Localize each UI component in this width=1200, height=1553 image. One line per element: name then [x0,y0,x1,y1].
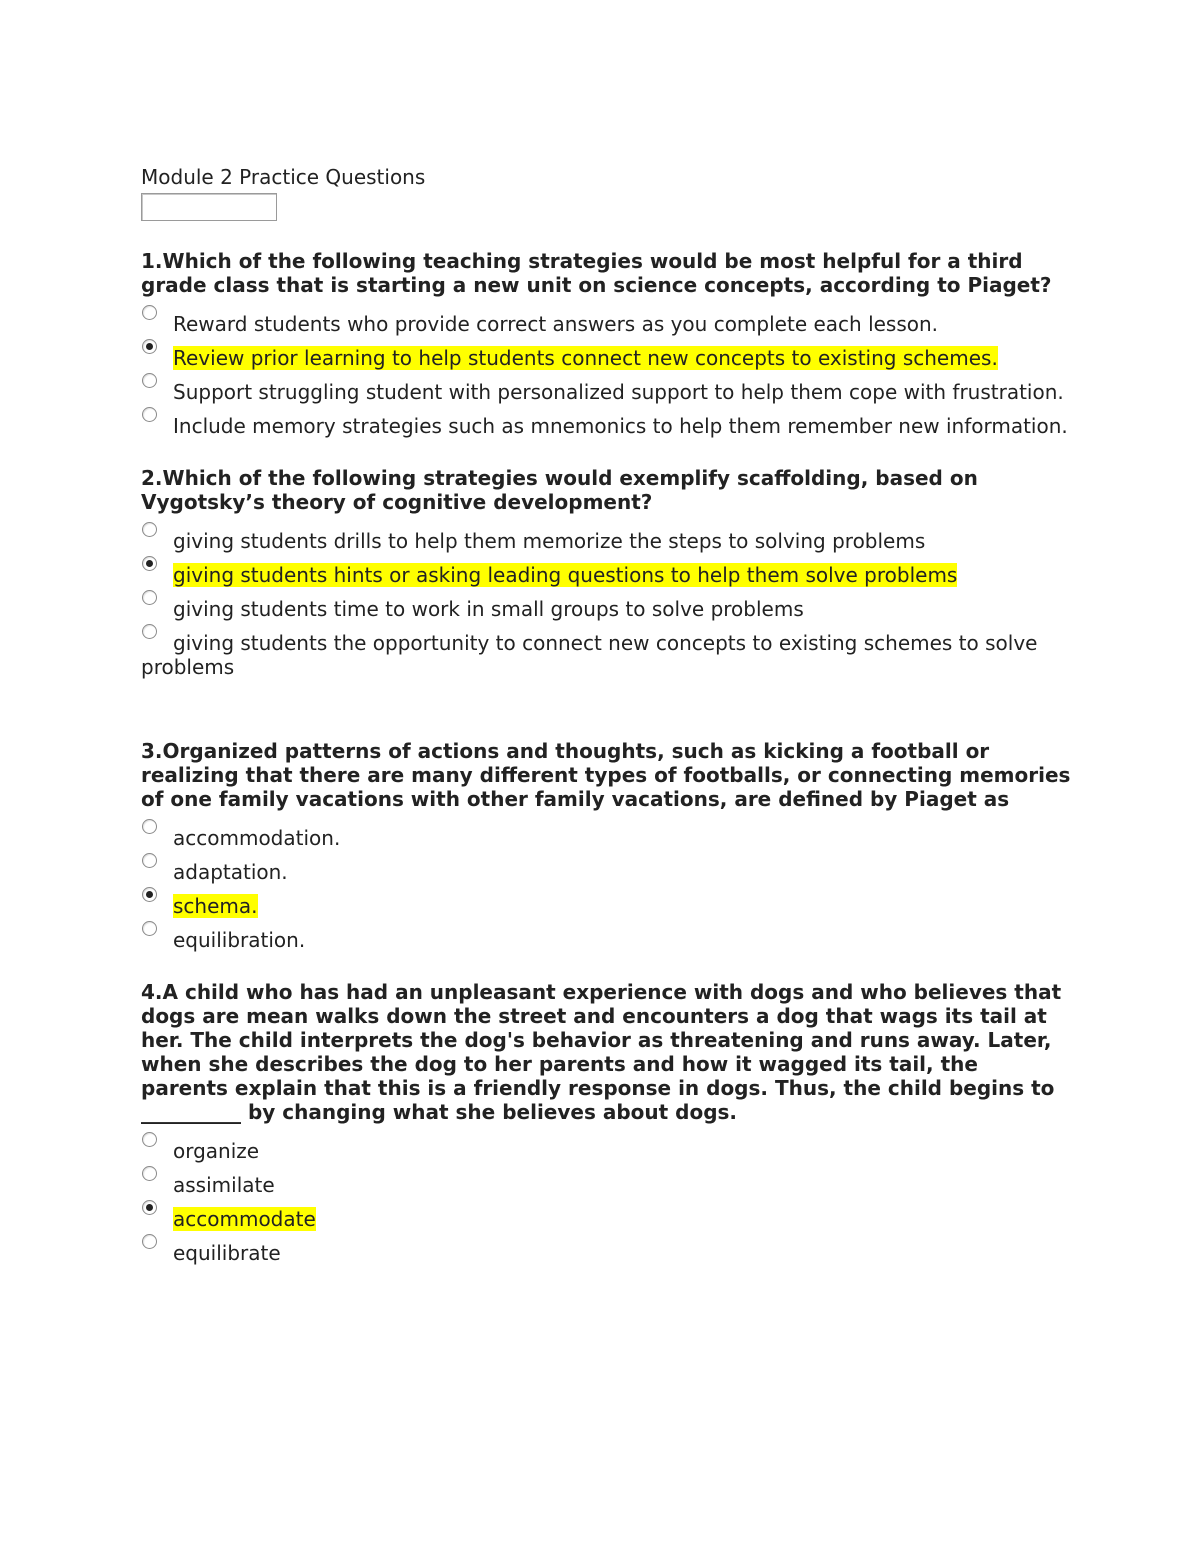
answer-option[interactable] [141,622,1071,679]
question-2 [141,466,1071,679]
answer-option[interactable] [141,1130,1071,1163]
answer-option[interactable] [141,520,1071,553]
question-number: 4. [141,980,163,1004]
radio-button-checked[interactable] [142,1200,157,1215]
question-number: 1. [141,249,163,273]
answer-option-selected[interactable] [141,337,1071,370]
answer-option[interactable] [141,303,1071,336]
question-number: 3. [141,739,163,763]
radio-button-checked[interactable] [142,339,157,354]
page-title: Module 2 Practice Questions [141,165,426,189]
title-input-box[interactable] [141,193,277,221]
answer-option-selected[interactable] [141,885,1071,918]
radio-button[interactable] [142,305,157,320]
answer-option[interactable] [141,588,1071,621]
question-1 [141,249,1071,438]
answer-option[interactable] [141,405,1071,438]
radio-button[interactable] [142,373,157,388]
option-label: Include memory strategies such as mnemonics to help them remember new information. [173,414,1068,438]
answer-option[interactable] [141,851,1071,884]
option-label: adaptation. [173,860,288,884]
answer-option[interactable] [141,919,1071,952]
radio-button-checked[interactable] [142,887,157,902]
radio-button[interactable] [142,1234,157,1249]
option-label-highlighted: Review prior learning to help students connect new concepts to existing schemes. [173,346,998,370]
radio-button[interactable] [142,819,157,834]
option-label: Support struggling student with personalized support to help them cope with frustration. [173,380,1064,404]
option-label-highlighted: accommodate [173,1207,316,1231]
answer-option[interactable] [141,817,1071,850]
option-label: giving students the opportunity to connect new concepts to existing schemes to solve problems [141,631,1038,679]
question-prompt: Organized patterns of actions and thoughts, such as kicking a football or realizing that there are many different types of footballs, or connecting memories of one family vacations with other family vacations, are defined by Piaget as [141,739,1071,811]
question-3 [141,739,1071,952]
option-label: giving students drills to help them memorize the steps to solving problems [173,529,926,553]
radio-button[interactable] [142,407,157,422]
question-prompt: Which of the following teaching strategies would be most helpful for a third grade class that is starting a new unit on science concepts, according to Piaget? [141,249,1052,297]
answer-option-selected[interactable] [141,554,1071,587]
option-label-highlighted: giving students hints or asking leading questions to help them solve problems [173,563,958,587]
option-label: accommodation. [173,826,341,850]
option-label: equilibrate [173,1241,281,1265]
option-label-highlighted: schema. [173,894,258,918]
radio-button[interactable] [142,522,157,537]
question-text [141,739,1071,811]
radio-button-checked[interactable] [142,556,157,571]
option-label: equilibration. [173,928,306,952]
answer-option[interactable] [141,1232,1071,1265]
option-label: organize [173,1139,260,1163]
radio-button[interactable] [142,921,157,936]
question-prompt: A child who has had an unpleasant experience with dogs and who believes that dogs are mean walks down the street and encounters a dog that wags its tail at her. The child interprets the dog's behavior as threatening and runs away. Later, when she describes the dog to her parents and how it wagged its tail, the parents explain that this is a friendly response in dogs. Thus, the child begins to __________ by changing what she believes about dogs. [141,980,1062,1124]
radio-button[interactable] [142,1132,157,1147]
answer-option[interactable] [141,371,1071,404]
question-text [141,980,1071,1124]
radio-button[interactable] [142,624,157,639]
question-prompt: Which of the following strategies would exemplify scaffolding, based on Vygotsky’s theory of cognitive development? [141,466,978,514]
document-page [141,164,1071,1266]
radio-button[interactable] [142,1166,157,1181]
radio-button[interactable] [142,590,157,605]
question-text [141,249,1071,297]
question-number: 2. [141,466,163,490]
answer-option[interactable] [141,1164,1071,1197]
radio-button[interactable] [142,853,157,868]
question-4 [141,980,1071,1265]
option-label: Reward students who provide correct answers as you complete each lesson. [173,312,939,336]
answer-option-selected[interactable] [141,1198,1071,1231]
option-label: assimilate [173,1173,275,1197]
question-text [141,466,1071,514]
option-label: giving students time to work in small groups to solve problems [173,597,804,621]
